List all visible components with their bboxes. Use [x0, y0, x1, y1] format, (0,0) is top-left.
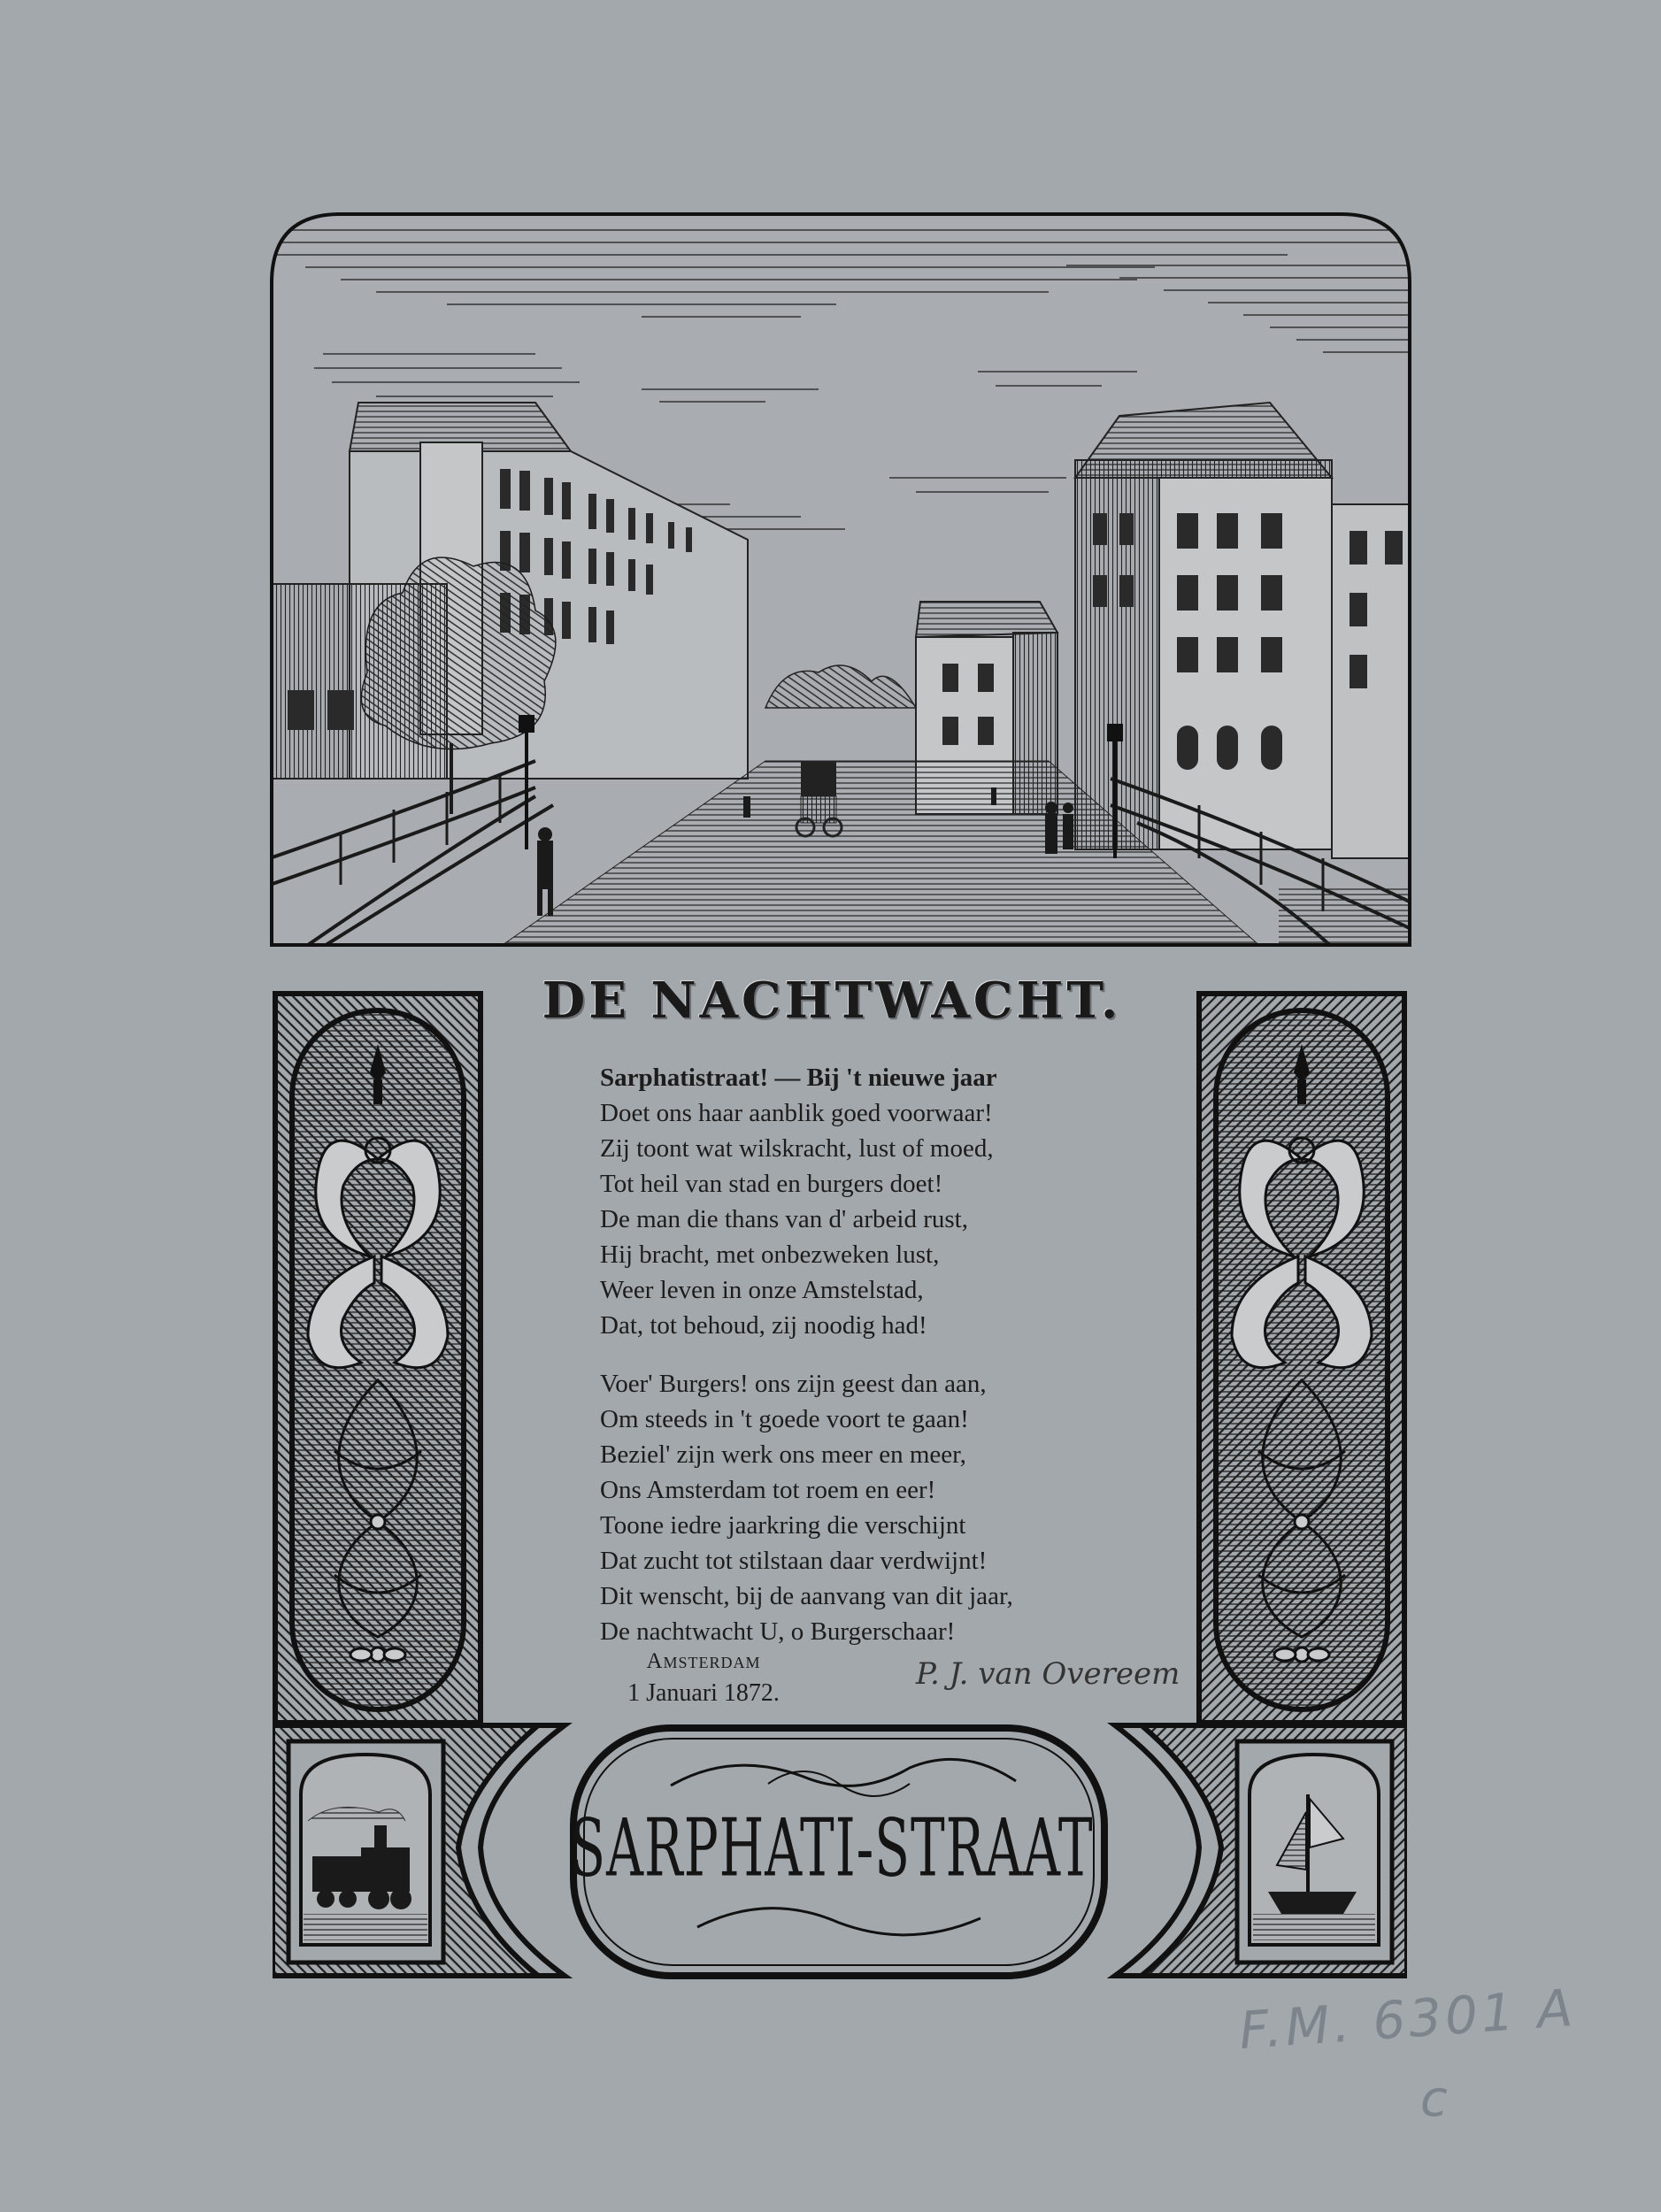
pencil-inventory-suffix: c [1420, 2070, 1448, 2128]
poem-line: Hij bracht, met onbezweken lust, [600, 1240, 940, 1269]
poem-line: Sarphatistraat! — Bij 't nieuwe jaar [600, 1064, 997, 1092]
poem-line: Om steeds in 't goede voort te gaan! [600, 1405, 969, 1433]
place-and-date [588, 1646, 819, 1709]
pencil-inventory-number: F.M. 6301 A [1237, 1977, 1578, 2062]
poem-line: Zij toont wat wilskracht, lust of moed, [600, 1134, 994, 1163]
poem-stanza-1 [600, 1060, 1149, 1343]
place-name: Amsterdam [646, 1649, 761, 1673]
poem-line: Weer leven in onze Amstelstad, [600, 1276, 924, 1304]
poem-line: Toone iedre jaarkring die verschijnt [600, 1511, 966, 1540]
poem-line: De nachtwacht U, o Burgerschaar! [600, 1617, 956, 1646]
poem-line: Dat zucht tot stilstaan daar verdwijnt! [600, 1547, 988, 1575]
right-ornamental-panel [1196, 991, 1407, 1725]
ship-vignette [1237, 1741, 1392, 1962]
street-name-plaque-text: SARPHATI-STRAAT [570, 1801, 1094, 1895]
train-vignette [288, 1741, 443, 1962]
poem-line: Doet ons haar aanblik goed voorwaar! [600, 1099, 993, 1127]
bow-icon [350, 1647, 405, 1662]
poem-line: Dat, tot behoud, zij noodig had! [600, 1311, 927, 1340]
poem-line: Beziel' zijn werk ons meer en meer, [600, 1440, 966, 1469]
poem-stanza-2 [600, 1366, 1149, 1649]
bow-icon [1274, 1647, 1329, 1662]
poem-line: Tot heil van stad en burgers doet! [600, 1170, 943, 1198]
date-line: 1 Januari 1872. [627, 1679, 780, 1707]
poem-line: Voer' Burgers! ons zijn geest dan aan, [600, 1370, 987, 1398]
handwritten-signature: P. J. van Overeem [916, 1656, 1180, 1692]
broadside-title: DE NACHTWACHT. [542, 972, 1122, 1030]
poem-line: De man die thans van d' arbeid rust, [600, 1205, 968, 1233]
canal-water [1279, 885, 1411, 947]
poem-line: Dit wenscht, bij de aanvang van dit jaar, [600, 1582, 1013, 1610]
poem-text [600, 1060, 1149, 1672]
poem-line: Ons Amsterdam tot roem en eer! [600, 1476, 936, 1504]
street-scene-engraving [270, 212, 1411, 947]
left-ornamental-panel [273, 991, 483, 1725]
